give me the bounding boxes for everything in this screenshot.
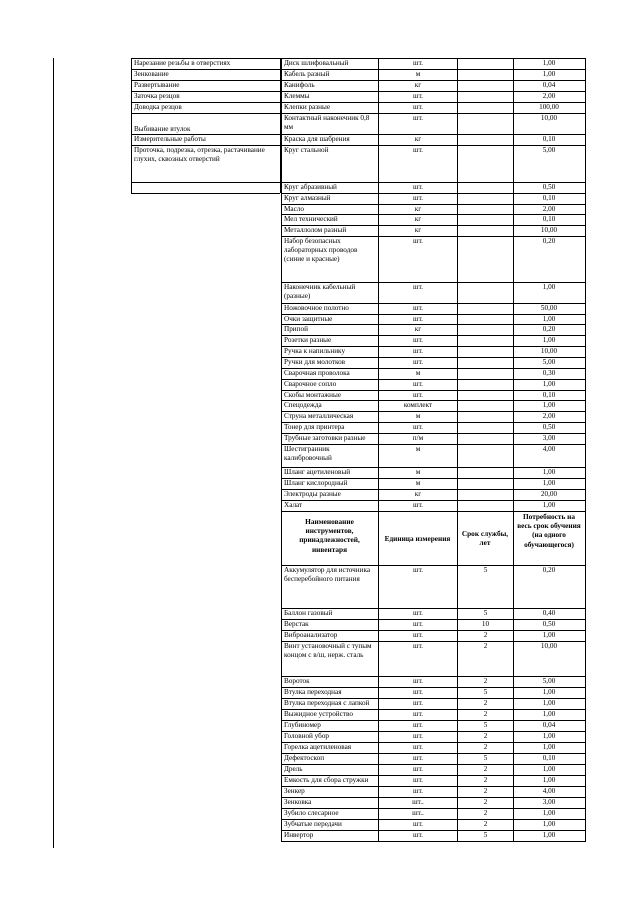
material-name: Припой (284, 325, 308, 333)
material-unit: шт. (413, 103, 423, 111)
table-rule (131, 182, 280, 183)
tool-unit: шт. (413, 620, 423, 628)
material-srok (458, 315, 513, 324)
tool-name: Винт установочный с тупым концом с в/ш, нерж. сталь (284, 642, 372, 659)
material-srok (458, 194, 513, 203)
tool-unit: шт. (413, 631, 423, 639)
material-qty: 1,00 (542, 283, 556, 291)
material-srok (458, 226, 513, 235)
material-name: Контактный наконечник 0,8 мм (284, 114, 370, 131)
operation-cell: Развертывание (134, 81, 180, 89)
tool-unit: шт.. (412, 809, 424, 817)
tool-qty: 0,20 (542, 566, 556, 574)
material-qty: 0,10 (542, 194, 556, 202)
tool-srok: 5 (483, 721, 488, 729)
tool-srok: 5 (483, 831, 488, 839)
material-srok (458, 114, 513, 123)
tool-srok: 2 (483, 798, 488, 806)
material-qty: 1,00 (542, 336, 556, 344)
tool-qty: 0,04 (542, 721, 556, 729)
tool-name: Зенкер (284, 787, 305, 795)
material-srok (458, 304, 513, 313)
material-unit: шт. (413, 146, 423, 154)
material-qty: 1,00 (542, 468, 556, 476)
material-unit: кг (414, 81, 422, 89)
material-srok (458, 412, 513, 421)
material-srok (458, 479, 513, 488)
tool-name: Баллон газовый (284, 609, 333, 617)
material-name: Очки защитные (284, 315, 333, 323)
material-qty: 1,00 (542, 59, 556, 67)
material-name: Шланг ацетиленовый (284, 468, 351, 476)
tool-srok: 2 (483, 732, 488, 740)
material-unit: шт. (413, 59, 423, 67)
material-name: Кабель разный (284, 70, 330, 78)
material-name: Скобы монтажные (284, 391, 342, 399)
tool-qty: 3,00 (542, 798, 556, 806)
material-srok (458, 92, 513, 101)
tool-name: Дефектоскоп (284, 754, 325, 762)
material-unit: комплект (403, 401, 433, 409)
tool-unit: шт. (413, 765, 423, 773)
material-unit: м (415, 445, 421, 453)
tool-unit: шт. (413, 642, 423, 650)
material-unit: шт. (413, 304, 423, 312)
material-unit: шт. (413, 380, 423, 388)
material-name: Клеммы (284, 92, 310, 100)
material-qty: 1,00 (542, 315, 556, 323)
tool-srok: 2 (483, 743, 488, 751)
material-unit: шт. (413, 183, 423, 191)
tool-name: Глубиномер (284, 721, 321, 729)
material-name: Сварочное сопло (284, 380, 337, 388)
tool-qty: 1,00 (542, 699, 556, 707)
material-srok (458, 423, 513, 432)
tool-qty: 1,00 (542, 809, 556, 817)
material-unit: шт. (413, 423, 423, 431)
tool-name: Вороток (284, 677, 310, 685)
tool-srok: 2 (483, 787, 488, 795)
operation-cell: Заточка резцов (134, 92, 180, 100)
tool-unit: шт. (413, 732, 423, 740)
material-qty: 0,20 (542, 237, 556, 245)
material-qty: 5,00 (542, 146, 556, 154)
material-name: Канифоль (284, 81, 315, 89)
tool-name: Зубило слесарное (284, 809, 339, 817)
material-srok (458, 146, 513, 155)
table-rule (281, 841, 586, 842)
tool-qty: 1,00 (542, 732, 556, 740)
tool-srok: 2 (483, 776, 488, 784)
material-name: Струна металлическая (284, 412, 354, 420)
tool-name: Горелка ацетиленовая (284, 743, 352, 751)
tool-srok: 2 (483, 820, 488, 828)
tool-unit: шт. (413, 831, 423, 839)
material-name: Ручки для молотков (284, 358, 346, 366)
material-unit: шт. (413, 391, 423, 399)
tool-srok: 2 (483, 710, 488, 718)
material-qty: 2,00 (542, 205, 556, 213)
material-qty: 50,00 (540, 304, 558, 312)
material-qty: 10,00 (540, 226, 558, 234)
tool-unit: шт. (413, 787, 423, 795)
tool-name: Зенковка (284, 798, 312, 806)
material-unit: м (415, 369, 421, 377)
material-qty: 1,00 (542, 501, 556, 509)
tool-qty: 1,00 (542, 776, 556, 784)
tool-unit: шт. (413, 776, 423, 784)
material-name: Набор безопасных лабораторных проводов (синие и красные) (284, 237, 358, 263)
material-unit: м (415, 479, 421, 487)
material-qty: 20,00 (540, 490, 558, 498)
material-name: Электроды разные (284, 490, 341, 498)
material-qty: 0,50 (542, 183, 556, 191)
material-unit: кг (414, 205, 422, 213)
material-name: Круг алмазный (284, 194, 331, 202)
tool-name: Аккумулятор для источника бесперебойного питания (284, 566, 371, 583)
table-column-border (281, 58, 282, 841)
tool-srok: 2 (483, 699, 488, 707)
material-qty: 0,10 (542, 135, 556, 143)
material-srok (458, 391, 513, 400)
tool-name: Виброанализатор (284, 631, 338, 639)
material-qty: 3,00 (542, 434, 556, 442)
material-qty: 2,00 (542, 412, 556, 420)
table-column-border (585, 58, 586, 841)
material-unit: шт. (413, 92, 423, 100)
material-qty: 0,50 (542, 423, 556, 431)
material-name: Диск шлифовальный (284, 59, 349, 67)
material-qty: 0,04 (542, 81, 556, 89)
material-srok (458, 358, 513, 367)
table-rule (131, 113, 280, 114)
material-unit: м (415, 70, 421, 78)
tool-unit: шт. (413, 754, 423, 762)
tool-unit: шт. (413, 566, 423, 574)
material-unit: шт. (413, 315, 423, 323)
material-srok (458, 283, 513, 292)
tool-name: Емкость для сбора стружки (284, 776, 369, 784)
material-name: Спецодежда (284, 401, 322, 409)
material-unit: шт. (413, 237, 423, 245)
material-unit: кг (414, 490, 422, 498)
tool-qty: 1,00 (542, 765, 556, 773)
material-srok (458, 81, 513, 90)
tool-unit: шт. (413, 699, 423, 707)
material-name: Ручка к напильнику (284, 347, 346, 355)
material-name: Краска для шабрения (284, 135, 350, 143)
material-name: Мел технический (284, 215, 338, 223)
tool-qty: 0,40 (542, 609, 556, 617)
header-qty: Потребность на весь срок обучения (на одного обучающегося) (517, 512, 581, 549)
material-unit: шт. (413, 347, 423, 355)
material-srok (458, 70, 513, 79)
tool-qty: 1,00 (542, 710, 556, 718)
tool-srok: 10 (481, 620, 490, 628)
material-name: Круг стальной (284, 146, 329, 154)
material-unit: шт. (413, 358, 423, 366)
material-srok (458, 325, 513, 334)
material-srok (458, 369, 513, 378)
operation-cell: Выбивание втулок (134, 125, 191, 133)
tool-srok: 2 (483, 809, 488, 817)
page-margin-line (53, 58, 54, 848)
material-name: Наконечник кабельный (разные) (284, 283, 356, 300)
tool-qty: 4,00 (542, 787, 556, 795)
tool-name: Головной убор (284, 732, 330, 740)
material-srok (458, 215, 513, 224)
material-name: Трубные заготовки разные (284, 434, 366, 442)
tool-unit: шт. (413, 710, 423, 718)
tool-srok: 2 (483, 677, 488, 685)
tool-srok: 2 (483, 631, 488, 639)
material-srok (458, 347, 513, 356)
tool-srok: 5 (483, 754, 488, 762)
tool-qty: 10,00 (540, 642, 558, 650)
material-name: Шестигранник калибровочный (284, 445, 332, 462)
material-qty: 0,10 (542, 215, 556, 223)
tool-name: Верстак (284, 620, 309, 628)
material-unit: м (415, 468, 421, 476)
tool-unit: шт. (413, 609, 423, 617)
tool-name: Инвертор (284, 831, 314, 839)
material-srok (458, 468, 513, 477)
operation-cell: Доводка резцов (134, 103, 182, 111)
material-unit: кг (414, 215, 422, 223)
tool-qty: 5,00 (542, 677, 556, 685)
material-name: Масло (284, 205, 304, 213)
material-qty: 10,00 (540, 114, 558, 122)
tool-name: Втулка переходная с лапкой (284, 699, 370, 707)
material-srok (458, 237, 513, 246)
material-qty: 1,00 (542, 70, 556, 78)
material-name: Шланг кислородный (284, 479, 348, 487)
header-name: Наименование инструментов, принадлежностей, инвентаря (299, 517, 360, 554)
material-qty: 1,00 (542, 401, 556, 409)
material-unit: м (415, 412, 421, 420)
tool-srok: 5 (483, 609, 488, 617)
tool-qty: 1,00 (542, 820, 556, 828)
operation-cell: Измерительные работы (134, 135, 206, 143)
tool-unit: шт. (413, 820, 423, 828)
tool-name: Дрель (284, 765, 303, 773)
tool-srok: 5 (483, 688, 488, 696)
tool-name: Зубчатые передачи (284, 820, 342, 828)
material-qty: 100,00 (539, 103, 559, 111)
operation-cell: Нарезание резьбы в отверстиях (134, 59, 231, 67)
material-name: Круг абразивный (284, 183, 337, 191)
material-qty: 0,20 (542, 325, 556, 333)
tool-unit: шт. (413, 743, 423, 751)
material-unit: кг (414, 135, 422, 143)
material-qty: 0,10 (542, 391, 556, 399)
material-name: Тонер для принтера (284, 423, 345, 431)
material-qty: 10,00 (540, 347, 558, 355)
material-srok (458, 401, 513, 410)
tool-unit: шт. (413, 688, 423, 696)
header-srok: Срок службы, лет (461, 529, 509, 548)
material-srok (458, 205, 513, 214)
material-unit: шт. (413, 283, 423, 291)
material-unit: шт. (413, 194, 423, 202)
material-name: Клепки разные (284, 103, 331, 111)
material-qty: 1,00 (542, 380, 556, 388)
material-name: Сварочная проволока (284, 369, 350, 377)
material-srok (458, 434, 513, 443)
material-qty: 4,00 (542, 445, 556, 453)
tool-name: Втулка переходная (284, 688, 342, 696)
tool-name: Выжидное устройство (284, 710, 353, 718)
table-rule (131, 193, 280, 194)
material-qty: 5,00 (542, 358, 556, 366)
material-unit: кг (414, 325, 422, 333)
material-name: Розетки разные (284, 336, 332, 344)
material-name: Халат (284, 501, 303, 509)
header-unit: Единица измерения (384, 534, 451, 543)
tool-unit: шт. (413, 721, 423, 729)
tool-qty: 1,00 (542, 831, 556, 839)
material-unit: шт. (413, 114, 423, 122)
material-srok (458, 135, 513, 144)
operation-cell: Проточка, подрезка, отрезка, растачивание глухих, сквозных отверстий (134, 146, 265, 163)
tool-qty: 0,50 (542, 620, 556, 628)
material-srok (458, 59, 513, 68)
material-srok (458, 380, 513, 389)
tool-srok: 2 (483, 642, 488, 650)
material-srok (458, 103, 513, 112)
material-qty: 1,00 (542, 479, 556, 487)
material-srok (458, 183, 513, 192)
tool-srok: 2 (483, 765, 488, 773)
material-name: Металлолом разный (284, 226, 347, 234)
material-qty: 0,30 (542, 369, 556, 377)
material-srok (458, 336, 513, 345)
material-unit: кг (414, 226, 422, 234)
tool-srok: 5 (483, 566, 488, 574)
tool-qty: 0,10 (542, 754, 556, 762)
operation-cell: Зенкование (134, 70, 169, 78)
material-srok (458, 445, 513, 454)
tool-qty: 1,00 (542, 688, 556, 696)
tool-qty: 1,00 (542, 631, 556, 639)
tool-unit: шт.. (412, 798, 424, 806)
material-qty: 2,00 (542, 92, 556, 100)
material-unit: шт. (413, 501, 423, 509)
tool-unit: шт. (413, 677, 423, 685)
material-unit: п/м (412, 434, 424, 442)
left-column-border (131, 58, 132, 193)
material-srok (458, 490, 513, 499)
material-unit: шт. (413, 336, 423, 344)
tool-qty: 1,00 (542, 743, 556, 751)
material-srok (458, 501, 513, 510)
material-name: Ножовочное полотно (284, 304, 349, 312)
